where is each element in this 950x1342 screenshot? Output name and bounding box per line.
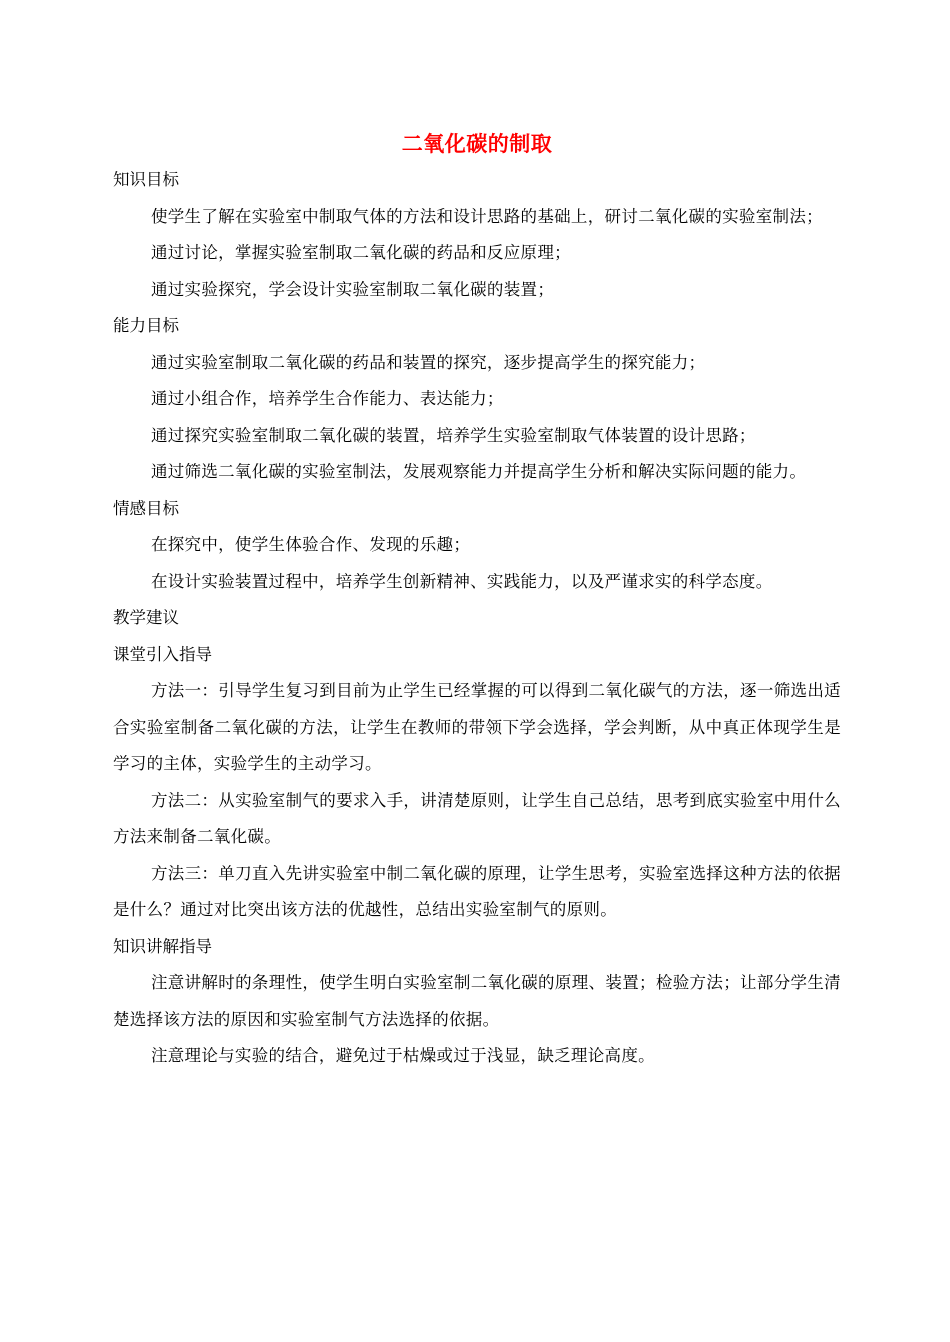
document-page xyxy=(113,126,841,1075)
body-paragraph: 通过小组合作，培养学生合作能力、表达能力； xyxy=(150,389,504,408)
body-paragraph: 方法三：单刀直入先讲实验室中制二氧化碳的原理，让学生思考，实验室选择这种方法的依据是什么？通过对比突出该方法的优越性，总结出实验室制气的原则。 xyxy=(113,863,841,919)
body-paragraph: 方法二：从实验室制气的要求入手，讲清楚原则，让学生自己总结，思考到底实验室中用什么方法来制备二氧化碳。 xyxy=(113,790,841,846)
section-heading: 教学建议 xyxy=(113,608,179,627)
body-paragraph: 通过筛选二氧化碳的实验室制法，发展观察能力并提高学生分析和解决实际问题的能力。 xyxy=(150,462,807,481)
document-title: 二氧化碳的制取 xyxy=(401,131,553,156)
body-paragraph: 通过实验室制取二氧化碳的药品和装置的探究，逐步提高学生的探究能力； xyxy=(150,352,706,372)
body-paragraph: 通过实验探究，学会设计实验室制取二氧化碳的装置； xyxy=(150,279,555,299)
body-paragraph: 方法一：引导学生复习到目前为止学生已经掌握的可以得到二氧化碳气的方法，逐一筛选出适合实验室制备二氧化碳的方法，让学生在教师的带领下学会选择，学会判断，从中真正体现学生是学习的主体，实验学生的主动学习。 xyxy=(113,681,841,773)
body-paragraph: 使学生了解在实验室中制取气体的方法和设计思路的基础上，研讨二氧化碳的实验室制法； xyxy=(150,206,823,226)
section-heading: 课堂引入指导 xyxy=(113,644,212,664)
body-paragraph: 注意理论与实验的结合，避免过于枯燥或过于浅显，缺乏理论高度。 xyxy=(150,1046,655,1065)
section-heading: 知识讲解指导 xyxy=(113,936,212,956)
section-heading: 情感目标 xyxy=(113,498,179,518)
body-paragraph: 注意讲解时的条理性，使学生明白实验室制二氧化碳的原理、装置；检验方法；让部分学生清楚选择该方法的原因和实验室制气方法选择的依据。 xyxy=(113,973,841,1029)
body-paragraph: 在探究中，使学生体验合作、发现的乐趣； xyxy=(150,535,471,554)
section-heading: 能力目标 xyxy=(113,316,179,335)
body-paragraph: 通过讨论，掌握实验室制取二氧化碳的药品和反应原理； xyxy=(150,243,571,262)
body-paragraph: 在设计实验装置过程中，培养学生创新精神、实践能力，以及严谨求实的科学态度。 xyxy=(150,571,773,591)
document-body xyxy=(113,162,841,1075)
body-paragraph: 通过探究实验室制取二氧化碳的装置，培养学生实验室制取气体装置的设计思路； xyxy=(150,425,756,445)
section-heading: 知识目标 xyxy=(113,170,179,189)
